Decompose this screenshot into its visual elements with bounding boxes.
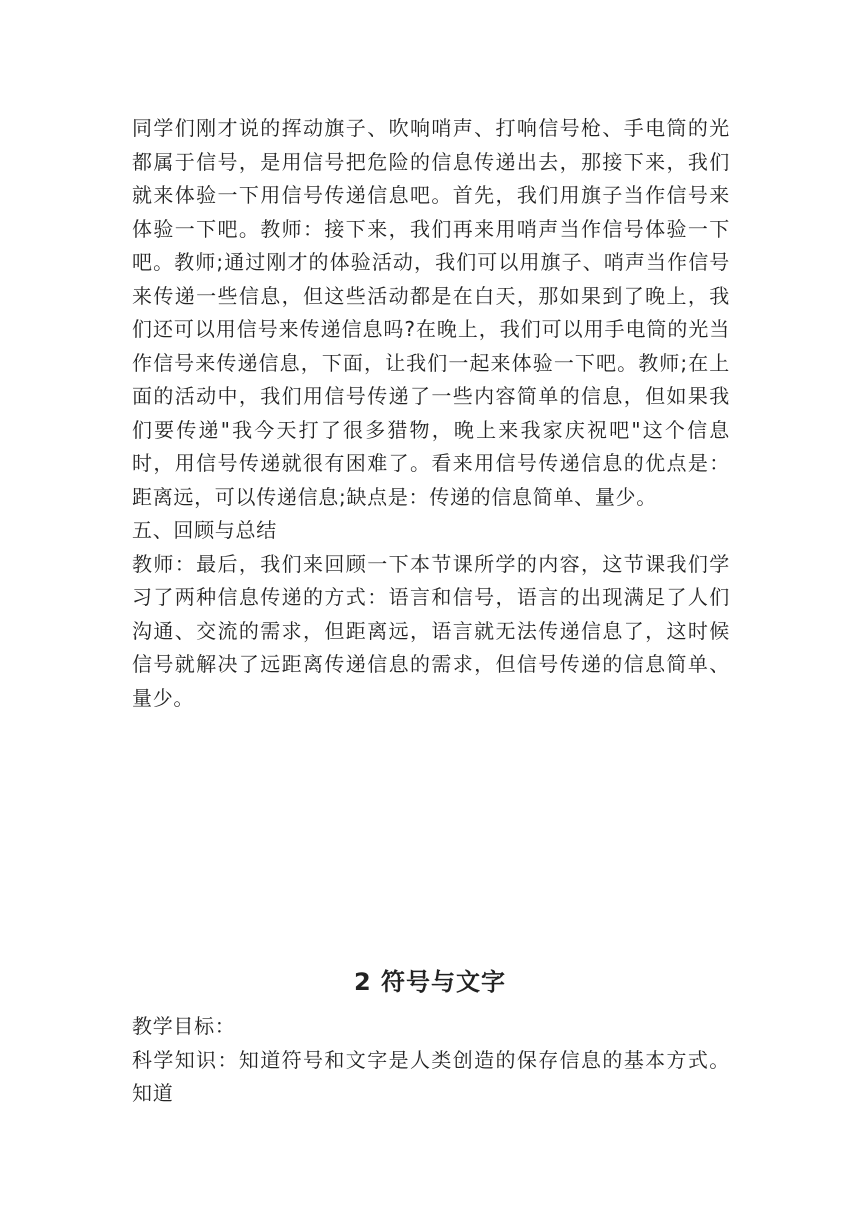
paragraph-science-knowledge: 科学知识：知道符号和文字是人类创造的保存信息的基本方式。知道 xyxy=(132,1047,730,1105)
objectives-label: 教学目标： xyxy=(132,1014,236,1038)
paragraph-signals: 同学们刚才说的挥动旗子、吹响哨声、打响信号枪、手电筒的光都属于信号，是用信号把危险的信息传递出去，那接下来，我们就来体验一下用信号传递信息吧。首先，我们用旗子当作信号来体验一下吧。教师：接下来，我们再来用哨声当作信号体验一下吧。教师;通过刚才的体验活动，我们可以用旗子、哨声当作信号来传递一些信息，但这些活动都是在白天，那如果到了晚上，我们还可以用信号来传递信息吗?在晚上，我们可以用手电筒的光当作信号来传递信息，下面，让我们一起来体验一下吧。教师;在上面的活动中，我们用信号传递了一些内容简单的信息，但如果我们要传递"我今天打了很多猎物，晚上来我家庆祝吧"这个信息时，用信号传递就很有困难了。看来用信号传递信息的优点是：距离远，可以传递信息;缺点是：传递的信息简单、量少。 xyxy=(132,116,730,509)
chapter-body xyxy=(132,1010,730,1111)
section-heading-review: 五、回顾与总结 xyxy=(132,518,277,542)
chapter-title: 2 符号与文字 xyxy=(353,968,507,996)
paragraph-summary: 教师：最后，我们来回顾一下本节课所学的内容，这节课我们学习了两种信息传递的方式：语言和信号，语言的出现满足了人们沟通、交流的需求，但距离远，语言就无法传递信息了，这时候信号就解决了远距离传递信息的需求，但信号传递的信息简单、量少。 xyxy=(132,551,730,710)
document-body xyxy=(132,112,730,715)
